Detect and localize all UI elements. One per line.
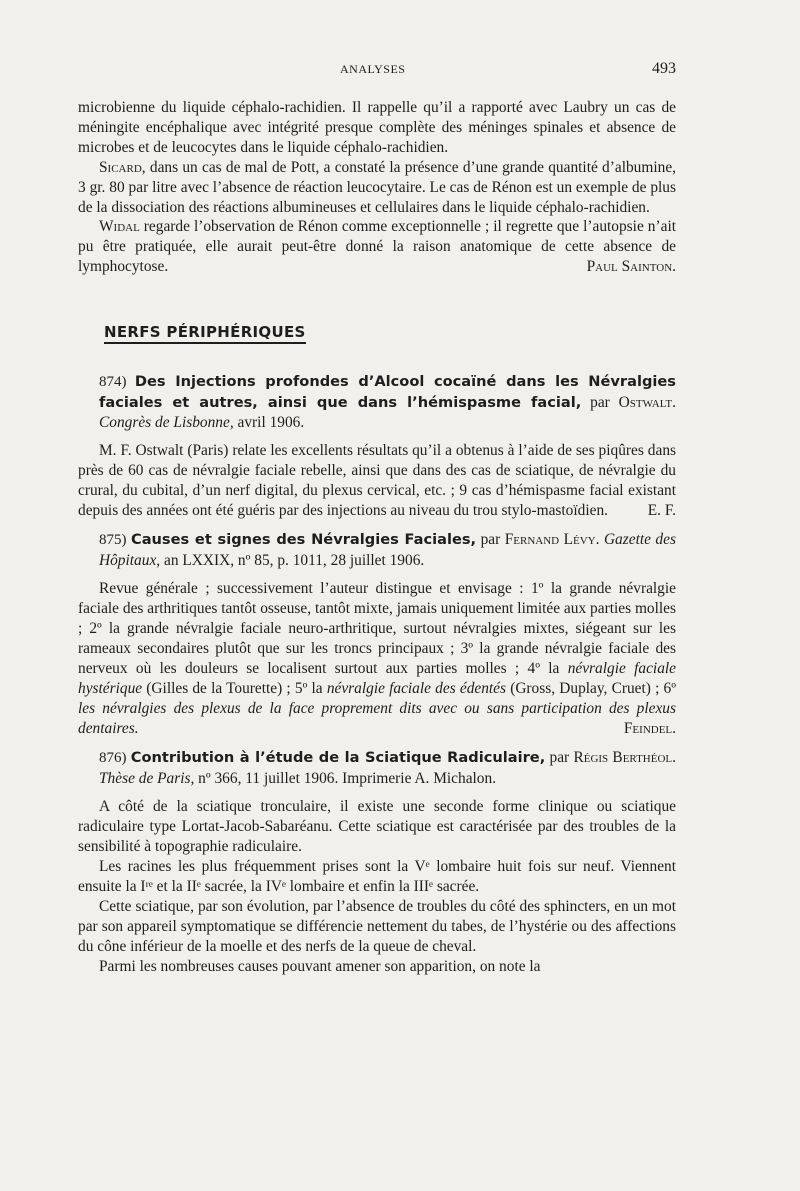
entry-by: par	[476, 531, 505, 549]
entry-body-text-e: (Gross, Duplay, Cruet) ; 6º	[506, 679, 676, 697]
entry-heading	[78, 372, 676, 433]
abstract-entry-875	[78, 530, 676, 738]
entry-body-text: M. F. Ostwalt (Paris) relate les excellents résultats qu’il a obtenus à l’aide de ses piqûres dans près de 60 cas de névralgie faciale rebelle, ainsi que dans des cas de sciatique, de névralgie du crural, du cubital, d’un nerf digital, du plexus cervical, etc. ; 9 cas d’hémispasme facial existant depuis des années ont été guéris par des injections au niveau du trou stylo-mastoïdien.	[78, 441, 676, 519]
entry-body-italic-b: névralgie faciale hystérique	[78, 659, 676, 697]
entry-body-text-a: Revue générale ; successivement l’auteur distingue et envisage : 1º la grande névralgie faciale des arthritiques tantôt osseuse, tantôt mixte, jamais uniquement limitée aux parties molles ; 2º la grande névralgie faciale neuro-arthritique, surtout névralgies mixtes, siégeant sur les rameaux secondaires plutôt que sur les troncs principaux ; 3º la grande névralgie faciale des nerveux où les douleurs se localisent surtout aux parties molles ; 4º la	[78, 580, 676, 677]
entry-author: Ostwalt.	[618, 393, 676, 411]
entry-source: Thèse de Paris,	[99, 770, 195, 788]
entry-date: avril 1906.	[233, 413, 305, 431]
entry-author: Régis Berthéol.	[573, 749, 676, 767]
page-header	[78, 60, 676, 82]
running-title: ANALYSES	[340, 62, 406, 76]
intro-paragraph-2-text: , dans un cas de mal de Pott, a constaté la présence d’une grande quantité d’albumine, 3 gr. 80 par litre avec l’absence de réaction leucocytaire. Le cas de Rénon est un exemple de plus de la dissociation des réactions albumineuses et cellulaires dans le liquide céphalo-rachidien.	[78, 158, 676, 216]
intro-paragraph-1: microbienne du liquide céphalo-rachidien. Il rappelle qu’il a rapporté avec Laubry un cas de méningite encéphalique avec intégrité presque complète des méninges spinales et absence de microbes et de leucocytes dans le liquide céphalo-rachidien.	[78, 99, 676, 156]
entry-number: 876)	[99, 750, 127, 767]
entry-body-italic-d: névralgie faciale des édentés	[326, 679, 507, 697]
abstract-entry-874	[78, 372, 676, 520]
entry-number: 875)	[99, 532, 127, 549]
intro-author-sicard: Sicard	[99, 158, 142, 176]
intro-signature: Paul Sainton.	[586, 258, 676, 276]
entry-paragraph-1: A côté de la sciatique tronculaire, il existe une seconde forme clinique ou sciatique radiculaire type Lortat-Jacob-Sabaréanu. Cette sciatique est caractérisée par des troubles de la sensibilité à topographie radiculaire.	[78, 798, 676, 856]
intro-paragraph-2	[78, 158, 676, 218]
entry-body-italic-f: les névralgies des plexus de la face proprement dits avec ou sans participation des plexus dentaires.	[78, 699, 676, 737]
entry-title: Causes et signes des Névralgies Faciales,	[130, 531, 477, 549]
entry-by: par	[581, 393, 619, 411]
entry-body-text-c: (Gilles de la Tourette) ; 5º la	[142, 679, 327, 697]
entry-paragraph-3: Cette sciatique, par son évolution, par l’absence de troubles du côté des sphincters, en un mot par son appareil symptomatique se différencie nettement du tabes, de l’hystérie ou des affections du cône inférieur de la moelle et des nerfs de la queue de cheval.	[78, 897, 676, 955]
entry-number: 874)	[99, 374, 127, 391]
intro-paragraph-3-text: regarde l’observation de Rénon comme exceptionnelle ; il regrette que l’autopsie n’ait pu être pratiquée, elle aurait peut-être donné la raison anatomique de cette absence de lymphocytose.	[78, 218, 676, 276]
abstract-entry-876	[78, 748, 676, 976]
entry-title: Des Injections profondes d’Alcool cocaïné dans les Névralgies faciales et autres, ainsi que dans l’hémispasme facial,	[99, 373, 676, 411]
entry-date: nº 366, 11 juillet 1906. Imprimerie A. Michalon.	[194, 770, 497, 788]
entry-author: Fernand Lévy.	[504, 531, 600, 549]
entry-body	[78, 579, 676, 738]
entry-body	[78, 441, 676, 521]
entry-heading	[78, 748, 676, 789]
section-heading	[104, 323, 676, 343]
entry-source: Gazette des Hôpitaux,	[99, 531, 676, 570]
section-title: NERFS PÉRIPHÉRIQUES	[104, 323, 306, 344]
intro-paragraph-3	[78, 217, 676, 277]
entry-signature: Feindel.	[623, 719, 676, 737]
entry-by: par	[545, 749, 574, 767]
page-number: 493	[652, 60, 676, 77]
entry-heading	[78, 530, 676, 571]
entry-paragraph-2: Les racines les plus fréquemment prises sont la Vᵉ lombaire huit fois sur neuf. Viennent ensuite la Iʳᵉ et la IIᵉ sacrée, la IVᵉ lombaire et enfin la IIIᵉ sacrée.	[78, 858, 676, 895]
page-body	[78, 98, 676, 976]
entry-title: Contribution à l’étude de la Sciatique Radiculaire,	[130, 749, 546, 767]
entry-date: an LXXIX, nº 85, p. 1011, 28 juillet 1906.	[160, 552, 425, 570]
intro-author-widal: Widal	[99, 218, 140, 236]
entry-source: Congrès de Lisbonne,	[99, 413, 234, 431]
entry-paragraph-4: Parmi les nombreuses causes pouvant amener son apparition, on note la	[99, 957, 541, 975]
entry-signature: E. F.	[647, 501, 676, 519]
